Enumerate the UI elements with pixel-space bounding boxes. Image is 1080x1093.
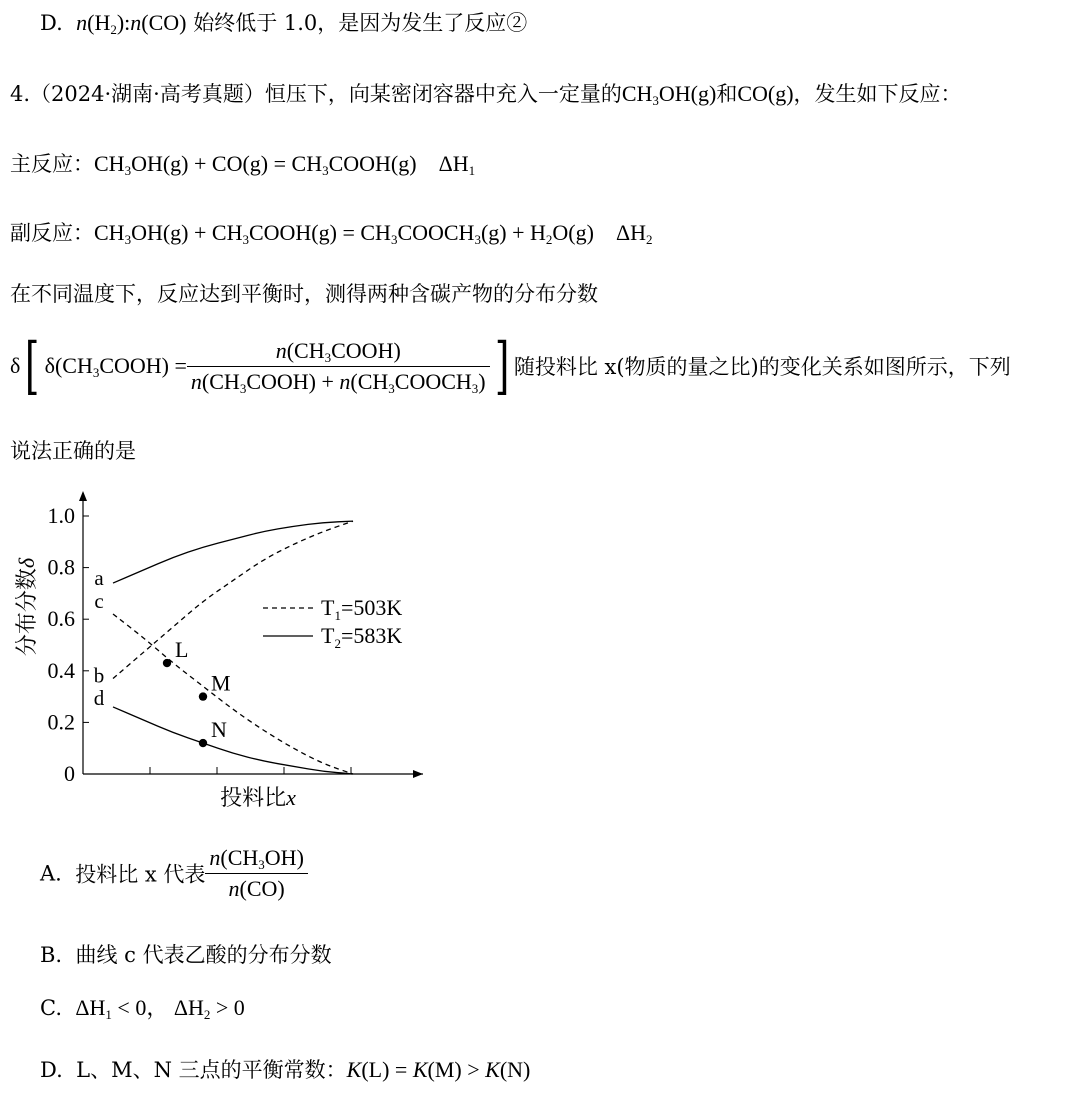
main-reaction — [10, 149, 475, 179]
option-c-label: C. — [40, 996, 62, 1020]
side-reaction-label: 副反应： — [10, 221, 94, 245]
y-tick-label: 1.0 — [47, 503, 75, 528]
main-reaction-equation: $CH_3OH(g) + CO(g)$ = $CH_3COOH(g)$ $\Delta H_1$ — [94, 151, 476, 178]
conjunction: 和 — [716, 82, 738, 106]
point-label-l: L — [175, 637, 189, 663]
y-tick-label: 0.8 — [47, 554, 75, 580]
prev-option-d — [40, 8, 527, 38]
option-b-text: 曲线 c 代表乙酸的分布分数 — [75, 943, 332, 967]
delta-fraction — [187, 338, 490, 395]
option-a-fraction: $\frac{n(CH_3OH)}{n(CO)}$ — [205, 845, 308, 902]
x-axis-arrow — [413, 770, 423, 778]
option-b — [40, 940, 332, 970]
fraction-numerator: $n(CH_3COOH)$ — [187, 338, 490, 367]
delta-symbol: δ — [10, 353, 21, 378]
condition-line: 在不同温度下，反应达到平衡时，测得两种含碳产物的分布分数 — [10, 282, 598, 306]
y-axis-label: 分布分数δ — [14, 557, 39, 657]
delta-definition — [10, 329, 1011, 402]
series-label-b: b — [93, 663, 105, 688]
methanol-formula: $CH_3OH(g)$ — [621, 81, 717, 108]
series-b — [113, 521, 353, 678]
point-l — [163, 659, 171, 667]
y-axis-arrow — [79, 491, 87, 501]
fraction-denominator: $n(CH_3COOH)$ + $n(CH_3COOCH_3)$ — [190, 368, 486, 396]
option-b-label: B. — [40, 943, 63, 967]
side-reaction-equation: $CH_3OH(g)$ + $CH_3COOH(g)$ = $CH_3COOCH_3(g) + H_2O(g)$ $\Delta H_2$ — [94, 220, 653, 247]
legend-label: $T_2=583K$ — [321, 623, 403, 651]
side-reaction — [10, 218, 653, 248]
series-label-c: c — [94, 589, 104, 614]
series-c — [113, 614, 353, 774]
option-a-label: A. — [40, 861, 62, 886]
delta-tail: 随投料比 x(物质的量之比)的变化关系如图所示，下列 — [513, 355, 1011, 379]
distribution-chart — [8, 485, 438, 815]
series-a — [113, 521, 353, 583]
series-d — [113, 707, 353, 774]
h2-co-ratio: $n(H_2):n(CO)$ — [76, 10, 187, 37]
option-a-text: 投料比 x 代表 — [75, 862, 206, 887]
question-source: 4.（2024·湖南·高考真题）恒压下，向某密闭容器中充入一定量的 — [10, 82, 622, 106]
open-bracket: [ — [25, 329, 40, 402]
y-tick-label: 0.4 — [47, 657, 75, 683]
question-end: 说法正确的是 — [10, 439, 136, 463]
option-a — [40, 845, 308, 902]
option-d — [40, 1055, 530, 1085]
option-c — [40, 993, 245, 1023]
y-tick-label: 0.6 — [47, 606, 75, 632]
option-text: 始终低于 1.0，是因为发生了反应② — [193, 11, 528, 35]
point-m — [199, 692, 207, 700]
x-axis-label: 投料比x — [220, 785, 296, 810]
legend-label: $T_1=503K$ — [321, 595, 403, 623]
series-label-d: d — [93, 685, 105, 710]
chart-legend — [263, 595, 402, 651]
point-n — [199, 739, 207, 747]
option-d-label: D. — [40, 1058, 63, 1082]
delta-lhs: $\delta(CH_3COOH)$ = — [44, 353, 187, 380]
option-d-expression: K(L) = K(M) > K(N) — [346, 1057, 531, 1082]
y-tick-label: 0.2 — [47, 709, 75, 735]
point-label-n: N — [211, 717, 227, 743]
point-label-m: M — [211, 670, 231, 696]
option-d-text: L、M、N 三点的平衡常数： — [76, 1058, 347, 1082]
close-bracket: ] — [494, 329, 509, 402]
y-tick-label: 0 — [64, 761, 75, 786]
main-reaction-label: 主反应： — [10, 152, 94, 176]
option-label: D. — [40, 11, 63, 35]
chart-points — [163, 637, 231, 747]
question-tail: ，发生如下反应： — [793, 82, 962, 106]
co-formula: CO(g) — [737, 81, 794, 106]
question-stem — [10, 79, 962, 109]
series-label-a: a — [94, 566, 104, 591]
option-c-expression: $\Delta H_1 < 0$， $\Delta H_2 > 0$ — [75, 995, 245, 1022]
